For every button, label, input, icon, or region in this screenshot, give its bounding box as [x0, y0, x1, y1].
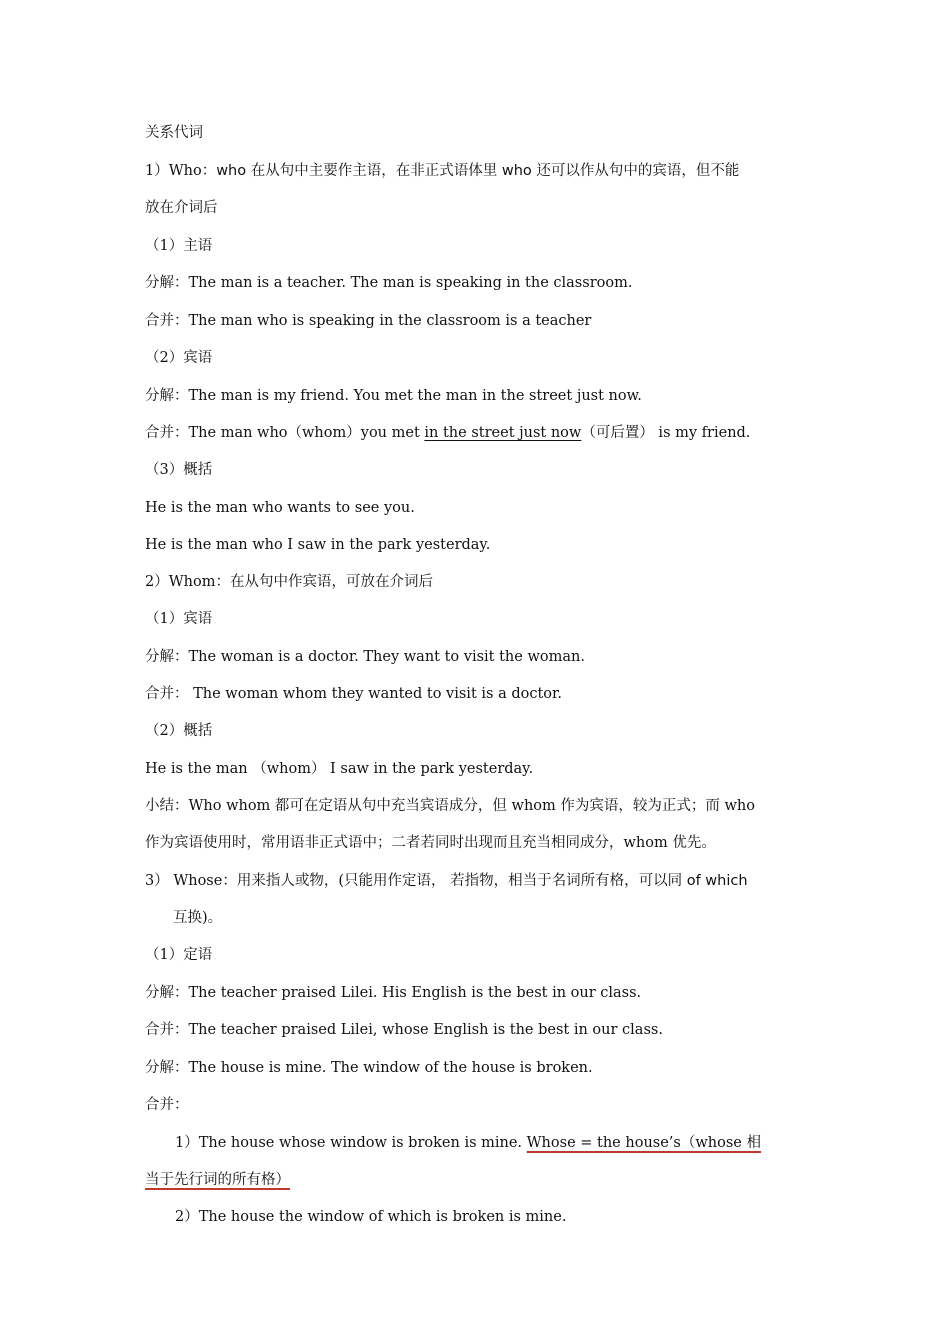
summary-note: 小结：Who whom 都可在定语从句中充当宾语成分，但 whom 作为宾语，较为正式；而 who — [145, 798, 755, 814]
example-merge — [145, 423, 750, 443]
example-decompose: 分解：The house is mine. The window of the house is broken. — [145, 1060, 593, 1076]
who-label: 1）Who： — [145, 163, 217, 179]
example-decompose: 分解：The man is a teacher. The man is speaking in the classroom. — [145, 275, 633, 291]
who-section-title — [145, 161, 739, 181]
of-which-phrase: of which — [686, 873, 748, 889]
example-decompose: 分解：The woman is a doctor. They want to visit the woman. — [145, 649, 585, 665]
merged-example-2: 2）The house the window of which is broken is mine. — [175, 1209, 567, 1225]
example-merge: 合并：The teacher praised Lilei, whose English is the best in our class. — [145, 1022, 663, 1038]
red-underlined-note: Whose = the house’s（whose 相 — [526, 1135, 761, 1151]
summary-note-cont: 作为宾语使用时，常用语非正式语中；二者若同时出现而且充当相同成分，whom 优先。 — [145, 835, 716, 851]
example-decompose: 分解：The man is my friend. You met the man in the street just now. — [145, 388, 642, 404]
example-merge: 合并： The woman whom they wanted to visit is a doctor. — [145, 686, 562, 702]
whose-description-cont: 互换)。 — [173, 910, 223, 926]
underlined-phrase: in the street just now — [424, 425, 582, 441]
merge-label: 合并： — [145, 1097, 189, 1113]
merge-text-start: 合并：The man who（whom）you met — [145, 425, 425, 441]
merge-text-end: （可后置） is my friend. — [581, 425, 751, 441]
example-merge: 合并：The man who is speaking in the classroom is a teacher — [145, 313, 592, 329]
who-description: who 在从句中主要作主语，在非正式语体里 who 还可以作从句中的宾语，但不能 — [216, 163, 740, 179]
subheading-object: （2）宾语 — [145, 350, 213, 366]
who-description-cont: 放在介词后 — [145, 200, 218, 216]
example-decompose: 分解：The teacher praised Lilei. His English is the best in our class. — [145, 985, 642, 1001]
red-underlined-note: 当于先行词的所有格） — [145, 1172, 290, 1188]
example-sentence: He is the man who I saw in the park yesterday. — [145, 537, 491, 553]
red-underlined-note-cont — [145, 1170, 290, 1190]
heading: 关系代词 — [145, 125, 203, 141]
subheading-subject: （1）主语 — [145, 238, 213, 254]
whom-section-title: 2）Whom：在从句中作宾语，可放在介词后 — [145, 574, 433, 590]
subheading-summary: （3）概括 — [145, 462, 213, 478]
whose-section-title — [145, 871, 748, 891]
merged-sentence: 1）The house whose window is broken is mine. — [175, 1135, 527, 1151]
whose-description: 3） Whose：用来指人或物，(只能用作定语， 若指物，相当于名词所有格，可以同 — [145, 873, 687, 889]
example-sentence: He is the man who wants to see you. — [145, 500, 415, 516]
merged-example-1 — [175, 1133, 761, 1153]
subheading-summary: （2）概括 — [145, 723, 213, 739]
subheading-attributive: （1）定语 — [145, 947, 213, 963]
example-sentence: He is the man （whom） I saw in the park yesterday. — [145, 761, 534, 777]
subheading-object: （1）宾语 — [145, 611, 213, 627]
